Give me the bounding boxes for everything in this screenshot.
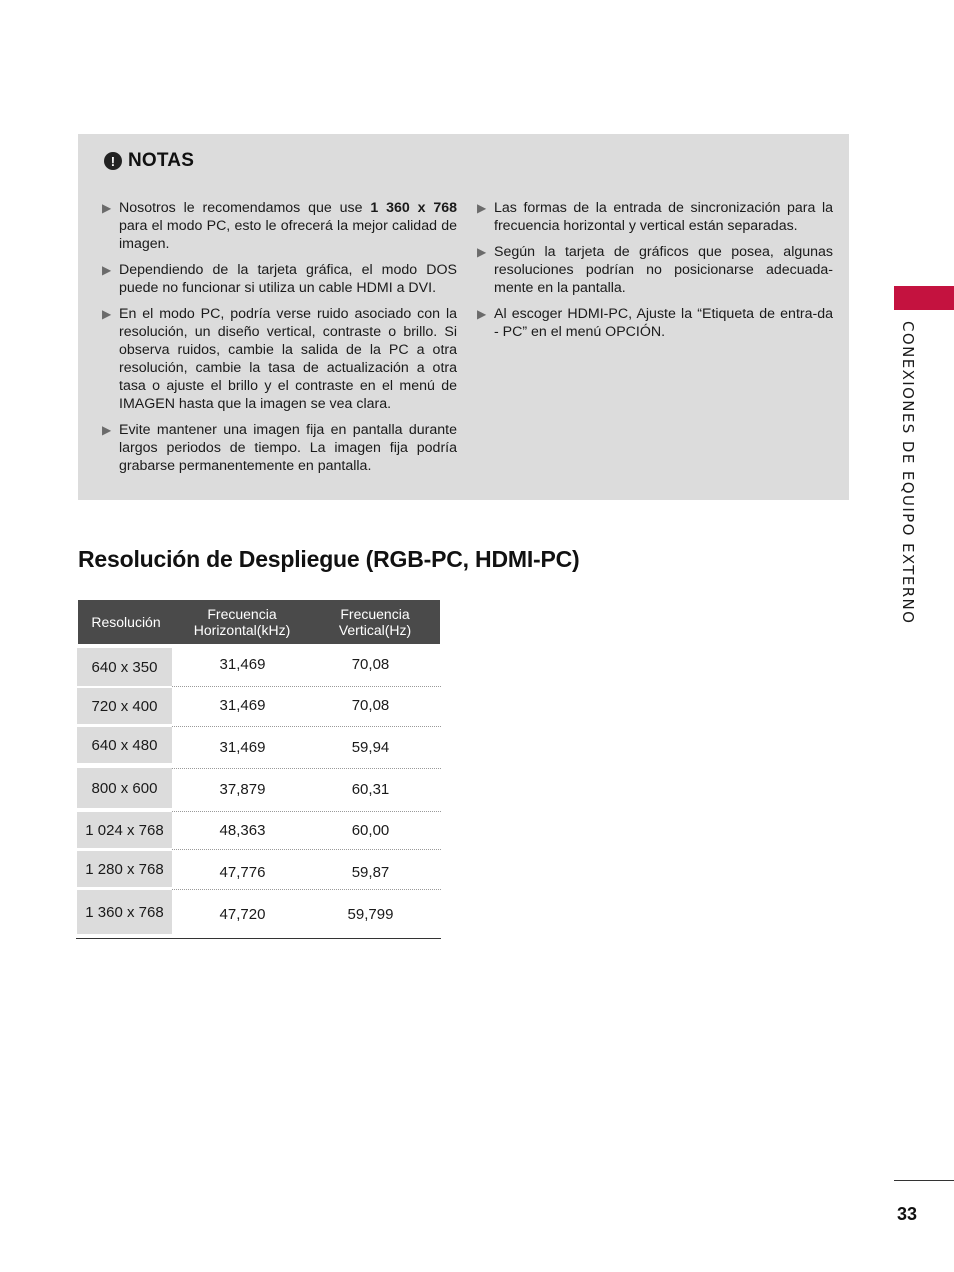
- note-item: [102, 261, 457, 297]
- horizontal-cell: 31,469: [219, 656, 266, 673]
- note-text: En el modo PC, podría verse ruido asociado con la resolución, un diseño vertical, contraste o brillo. Si observa ruidos, cambie la salida de la PC a otra resolución, cambie la tasa de actualización a otra tasa o ajuste el brillo y el contraste en el menú de IMAGEN hasta que la imagen se vea clara.: [119, 306, 457, 412]
- triangle-bullet-icon: ▶: [477, 245, 487, 259]
- note-item: [477, 199, 833, 235]
- warning-icon: !: [104, 152, 122, 170]
- note-text: Evite mantener una imagen fija en pantalla durante largos periodos de tiempo. La imagen fija podría grabarse permanentemente en pantalla.: [119, 422, 457, 474]
- triangle-bullet-icon: ▶: [477, 201, 487, 215]
- row-divider: [172, 768, 441, 769]
- horizontal-cell: 48,363: [219, 822, 266, 839]
- note-item: [477, 243, 833, 297]
- page-number: 33: [896, 1204, 918, 1224]
- header-resolution: Resolución: [91, 614, 161, 630]
- note-item: [102, 305, 457, 413]
- triangle-bullet-icon: ▶: [102, 307, 112, 321]
- vertical-cell: 59,94: [351, 739, 390, 756]
- note-text: Al escoger HDMI-PC, Ajuste la “Etiqueta de entra-da - PC” en el menú OPCIÓN.: [494, 306, 833, 340]
- row-divider: [172, 849, 441, 850]
- note-text: Las formas de la entrada de sincronización para la frecuencia horizontal y vertical están separadas.: [494, 200, 833, 234]
- triangle-bullet-icon: ▶: [102, 201, 112, 215]
- header-vertical: Frecuencia Vertical(Hz): [338, 606, 412, 638]
- horizontal-cell: 37,879: [219, 781, 266, 798]
- note-item: [102, 421, 457, 475]
- header-horizontal: Frecuencia Horizontal(kHz): [193, 606, 291, 638]
- horizontal-cell: 47,776: [219, 864, 266, 881]
- horizontal-cell: 47,720: [219, 906, 266, 923]
- notes-heading: [104, 150, 194, 172]
- resolution-cell: 1 024 x 768: [77, 812, 172, 848]
- horizontal-cell: 31,469: [219, 697, 266, 714]
- notes-left-column: [102, 199, 457, 483]
- table-header: [78, 600, 440, 644]
- row-divider: [172, 889, 441, 890]
- note-item: [102, 199, 457, 253]
- vertical-cell: 59,799: [347, 906, 394, 923]
- note-text: Según la tarjeta de gráficos que posea, algunas resoluciones podrían no posicionarse adecuada-mente en la pantalla.: [494, 244, 833, 296]
- resolution-cell: 640 x 350: [77, 648, 172, 686]
- resolution-cell: 1 360 x 768: [77, 890, 172, 934]
- notes-heading-label: NOTAS: [128, 150, 195, 171]
- resolution-cell: 800 x 600: [77, 768, 172, 808]
- horizontal-cell: 31,469: [219, 739, 266, 756]
- section-side-label: CONEXIONES DE EQUIPO EXTERNO: [899, 321, 917, 625]
- note-text: Nosotros le recomendamos que use 1 360 x 768 para el modo PC, esto le ofrecerá la mejor calidad de imagen.: [119, 200, 457, 252]
- section-title: Resolución de Despliegue (RGB-PC, HDMI-PC): [78, 546, 580, 572]
- vertical-cell: 70,08: [351, 697, 390, 714]
- vertical-cell: 60,00: [351, 822, 390, 839]
- table-bottom-rule: [76, 938, 441, 939]
- resolution-cell: 1 280 x 768: [77, 851, 172, 887]
- vertical-cell: 59,87: [351, 864, 390, 881]
- notes-right-column: [477, 199, 833, 349]
- vertical-cell: 70,08: [351, 656, 390, 673]
- row-divider: [172, 726, 441, 727]
- row-divider: [172, 811, 441, 812]
- resolution-cell: 720 x 400: [77, 688, 172, 724]
- section-tab: [894, 286, 954, 310]
- triangle-bullet-icon: ▶: [102, 263, 112, 277]
- note-text: Dependiendo de la tarjeta gráfica, el modo DOS puede no funcionar si utiliza un cable HDMI a DVI.: [119, 262, 457, 296]
- triangle-bullet-icon: ▶: [477, 307, 487, 321]
- vertical-cell: 60,31: [351, 781, 390, 798]
- triangle-bullet-icon: ▶: [102, 423, 112, 437]
- row-divider: [172, 686, 441, 687]
- note-item: [477, 305, 833, 341]
- resolution-cell: 640 x 480: [77, 727, 172, 763]
- page-number-rule: [894, 1180, 954, 1181]
